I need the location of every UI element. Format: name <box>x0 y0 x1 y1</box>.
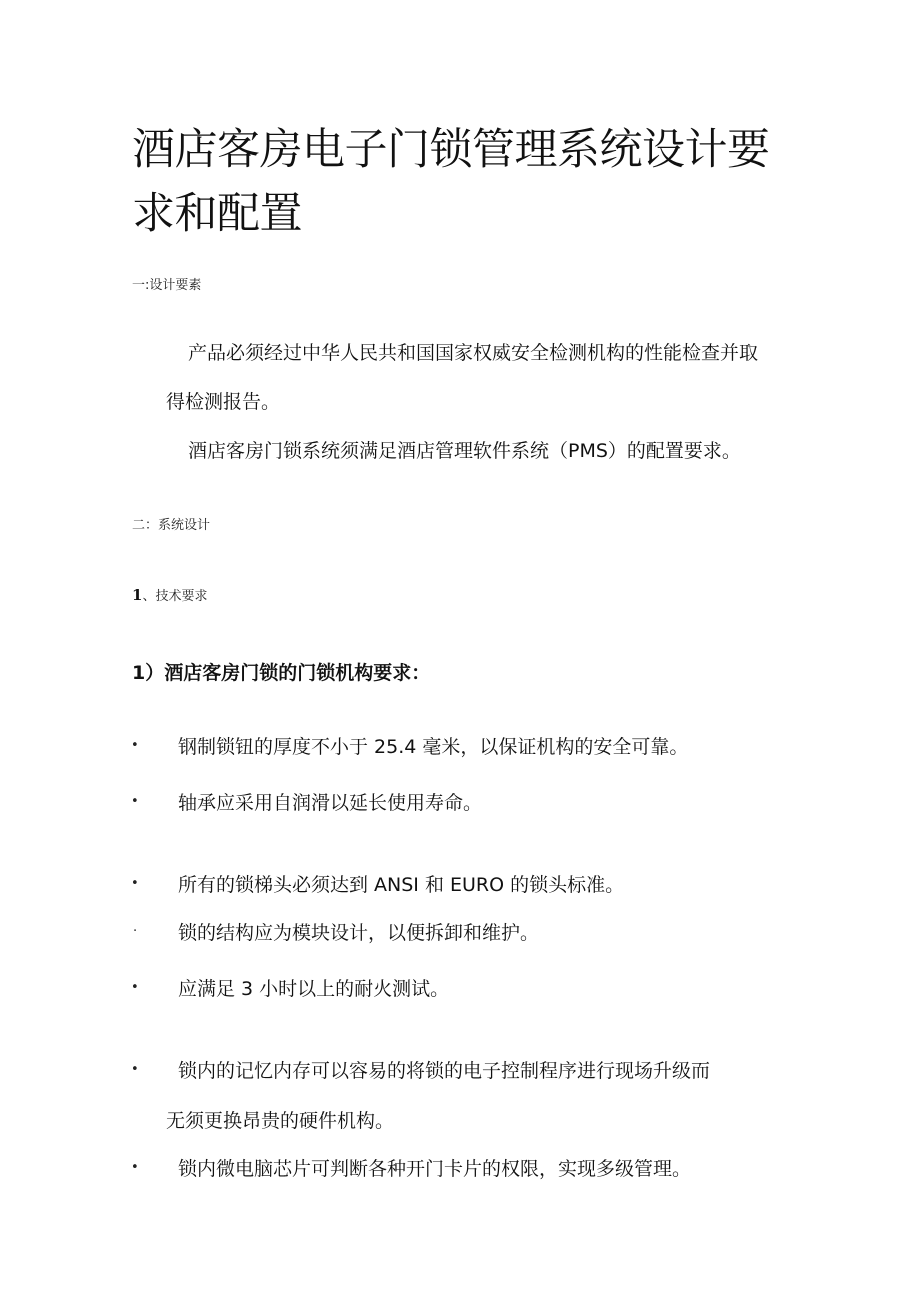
bullet-marker: • <box>131 794 139 809</box>
document-title: 酒店客房电子门锁管理系统设计要求和配置 <box>132 125 770 239</box>
paragraph-2: 酒店客房门锁系统须满足酒店管理软件系统（PMS）的配置要求。 <box>188 440 741 462</box>
bullet-marker: • <box>131 980 139 995</box>
bullet-marker: · <box>133 924 138 939</box>
bullet-item-5: 应满足 3 小时以上的耐火测试。 <box>178 978 450 1000</box>
subsection-heading-technical <box>132 585 207 604</box>
lock-mechanism-heading: 1）酒店客房门锁的门锁机构要求： <box>132 662 431 684</box>
bullet-item-4: 锁的结构应为模块设计，以便拆卸和维护。 <box>178 922 540 944</box>
bullet-marker: • <box>131 876 139 891</box>
bullet-item-2: 轴承应采用自润滑以延长使用寿命。 <box>178 792 483 814</box>
bullet-marker: • <box>131 1062 139 1077</box>
subsection-number: 1 <box>132 586 143 604</box>
bullet-item-6-continuation: 无须更换昂贵的硬件机构。 <box>166 1110 395 1132</box>
section-heading-system-design: 二：系统设计 <box>132 518 211 533</box>
bullet-marker: • <box>131 1160 139 1175</box>
paragraph-1-line-2: 得检测报告。 <box>166 391 281 413</box>
bullet-item-6: 锁内的记忆内存可以容易的将锁的电子控制程序进行现场升级而 <box>178 1060 711 1082</box>
paragraph-1-line-1: 产品必须经过中华人民共和国国家权威安全检测机构的性能检查并取 <box>188 342 759 364</box>
bullet-item-3: 所有的锁梯头必须达到 ANSI 和 EURO 的锁头标准。 <box>178 874 625 896</box>
subsection-label: 、技术要求 <box>142 589 208 604</box>
section-heading-design-elements: 一:设计要素 <box>132 278 202 293</box>
bullet-item-1: 钢制锁钮的厚度不小于 25.4 毫米，以保证机构的安全可靠。 <box>178 736 689 758</box>
bullet-marker: • <box>131 738 139 753</box>
bullet-item-7: 锁内微电脑芯片可判断各种开门卡片的权限，实现多级管理。 <box>178 1158 692 1180</box>
